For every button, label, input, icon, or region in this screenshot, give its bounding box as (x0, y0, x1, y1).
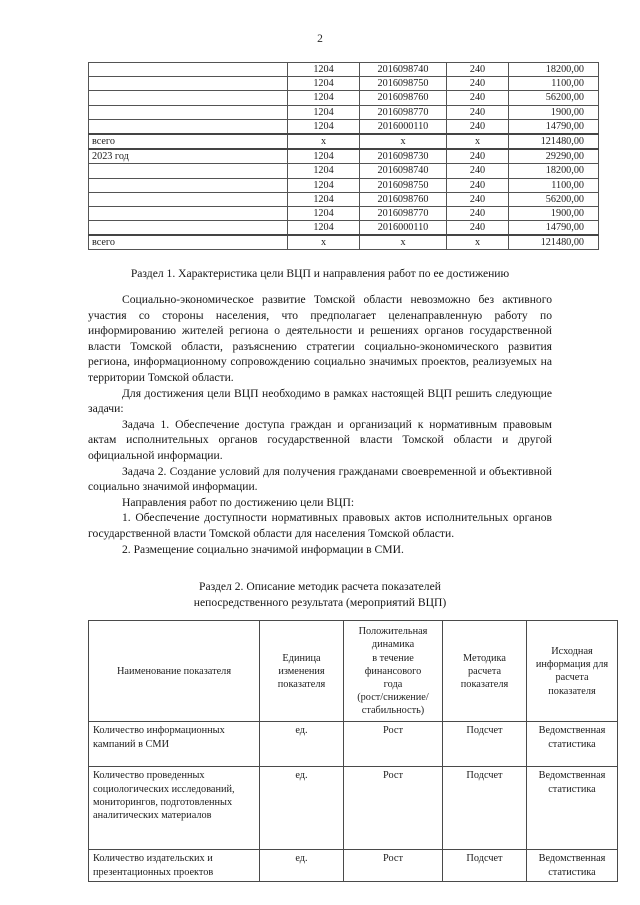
column-header-indicator-name: Наименование показателя (89, 621, 260, 722)
table-row (89, 134, 599, 149)
budget-cell-code2: х (360, 235, 447, 250)
section-1-task-2: Задача 2. Создание условий для получения гражданами своевременной и объективной социально значимой информации. (88, 464, 552, 494)
budget-cell-code3: 240 (447, 91, 509, 105)
spacer (88, 250, 552, 266)
budget-cell-code1: 1204 (288, 192, 360, 206)
table-row (89, 850, 618, 881)
dynamics-header-line-7: стабильность) (361, 705, 425, 717)
budget-cell-code2: 2016000110 (360, 119, 447, 134)
indicator-cell-method: Подсчет (443, 722, 527, 767)
table-header-row (89, 621, 618, 722)
table-row (89, 192, 599, 206)
section-1-direction-1: 1. Обеспечение доступности нормативных правовых актов исполнительных органов государственной власти Томской области для населения Томской области. (88, 511, 552, 540)
page-number: 2 (317, 33, 323, 45)
indicator-cell-name: Количество проведенных социологических исследований, мониторингов, подготовленных аналитических материалов (89, 767, 260, 850)
column-header-dynamics (344, 621, 443, 722)
budget-cell-code2: х (360, 134, 447, 149)
column-header-source: Исходная информация для расчета показателя (527, 621, 618, 722)
column-header-unit: Единица изменения показателя (260, 621, 344, 722)
budget-cell-code1: 1204 (288, 119, 360, 134)
indicator-cell-source: Ведомственная статистика (527, 850, 618, 881)
budget-cell-code3: 240 (447, 77, 509, 91)
budget-cell-code1: 1204 (288, 178, 360, 192)
budget-cell-code3: 240 (447, 221, 509, 236)
budget-cell-amount: 18200,00 (509, 164, 599, 178)
section-1-direction-2: 2. Размещение социально значимой информации в СМИ. (122, 542, 404, 556)
indicator-cell-dynamics: Рост (344, 722, 443, 767)
budget-cell-name: 2023 год (89, 149, 288, 164)
indicator-cell-dynamics: Рост (344, 850, 443, 881)
budget-cell-code3: 240 (447, 164, 509, 178)
table-row (89, 63, 599, 77)
table-row (89, 206, 599, 220)
section-1-task-1: Задача 1. Обеспечение доступа граждан и организаций к нормативным правовым актам исполнительных органов государственной власти Томской области и другой официальной информации. (88, 417, 552, 462)
budget-cell-name (89, 91, 288, 105)
budget-cell-name (89, 178, 288, 192)
budget-cell-name (89, 192, 288, 206)
budget-cell-amount: 14790,00 (509, 221, 599, 236)
table-row (89, 119, 599, 134)
budget-table-body (89, 63, 599, 250)
budget-cell-amount: 18200,00 (509, 63, 599, 77)
budget-cell-name (89, 105, 288, 119)
indicator-cell-source: Ведомственная статистика (527, 722, 618, 767)
section-1-paragraph-2: Для достижения цели ВЦП необходимо в рамках настоящей ВЦП решить следующие задачи: (88, 386, 552, 416)
budget-cell-code1: 1204 (288, 105, 360, 119)
section-1-heading: Раздел 1. Характеристика цели ВЦП и направления работ по ее достижению (130, 267, 510, 281)
table-row (89, 77, 599, 91)
budget-cell-code3: 240 (447, 178, 509, 192)
budget-cell-code2: 2016098760 (360, 91, 447, 105)
budget-cell-code2: 2016098770 (360, 206, 447, 220)
dynamics-header-line-2: динамика (371, 639, 415, 651)
table-row (89, 178, 599, 192)
budget-cell-amount: 1100,00 (509, 77, 599, 91)
budget-cell-amount: 121480,00 (509, 134, 599, 149)
table-row (89, 722, 618, 767)
column-header-method: Методика расчета показателя (443, 621, 527, 722)
budget-cell-code1: 1204 (288, 91, 360, 105)
budget-cell-code1: 1204 (288, 63, 360, 77)
spacer (88, 557, 552, 579)
table-row (89, 235, 599, 250)
indicator-cell-dynamics: Рост (344, 767, 443, 850)
indicator-cell-name: Количество информационных кампаний в СМИ (89, 722, 260, 767)
dynamics-header-line-5: года (383, 678, 403, 690)
budget-cell-amount: 14790,00 (509, 119, 599, 134)
budget-cell-amount: 1900,00 (509, 105, 599, 119)
budget-cell-code1: 1204 (288, 149, 360, 164)
budget-cell-amount: 56200,00 (509, 192, 599, 206)
spacer (88, 282, 552, 292)
budget-cell-code3: х (447, 134, 509, 149)
budget-cell-code2: 2016000110 (360, 221, 447, 236)
budget-cell-name (89, 206, 288, 220)
budget-cell-code3: х (447, 235, 509, 250)
indicators-table-head (89, 621, 618, 722)
budget-cell-name (89, 63, 288, 77)
section-1-directions-intro: Направления работ по достижению цели ВЦП: (122, 495, 355, 509)
indicator-cell-source: Ведомственная статистика (527, 767, 618, 850)
dynamics-header-line-3: в течение (372, 652, 414, 664)
table-row (89, 149, 599, 164)
table-row (89, 767, 618, 850)
budget-cell-code1: 1204 (288, 206, 360, 220)
budget-cell-name: всего (89, 134, 288, 149)
page-content (88, 62, 609, 882)
indicator-cell-name: Количество издательских и презентационных проектов (89, 850, 260, 881)
budget-cell-code3: 240 (447, 105, 509, 119)
section-2-heading-line-1: Раздел 2. Описание методик расчета показателей (199, 580, 441, 594)
table-row (89, 164, 599, 178)
budget-cell-code3: 240 (447, 192, 509, 206)
budget-cell-code1: х (288, 235, 360, 250)
section-2-heading-line-2: непосредственного результата (мероприятий ВЦП) (193, 595, 447, 609)
table-row (89, 221, 599, 236)
budget-cell-amount: 121480,00 (509, 235, 599, 250)
budget-cell-code2: 2016098740 (360, 63, 447, 77)
budget-cell-name (89, 119, 288, 134)
dynamics-header-line-1: Положительная (358, 626, 428, 638)
budget-cell-code2: 2016098760 (360, 192, 447, 206)
budget-cell-code2: 2016098750 (360, 77, 447, 91)
budget-cell-code2: 2016098750 (360, 178, 447, 192)
budget-allocation-table (88, 62, 599, 250)
budget-cell-name (89, 164, 288, 178)
budget-cell-amount: 29290,00 (509, 149, 599, 164)
spacer (88, 610, 552, 620)
budget-cell-code2: 2016098770 (360, 105, 447, 119)
budget-cell-code1: 1204 (288, 77, 360, 91)
indicator-cell-method: Подсчет (443, 767, 527, 850)
budget-cell-code3: 240 (447, 206, 509, 220)
budget-cell-code2: 2016098740 (360, 164, 447, 178)
budget-cell-name (89, 221, 288, 236)
indicator-cell-unit: ед. (260, 722, 344, 767)
table-row (89, 105, 599, 119)
dynamics-header-lines (348, 625, 438, 717)
indicator-cell-unit: ед. (260, 850, 344, 881)
dynamics-header-line-6: (рост/снижение/ (357, 692, 429, 704)
budget-cell-amount: 1900,00 (509, 206, 599, 220)
budget-cell-code1: х (288, 134, 360, 149)
budget-cell-code1: 1204 (288, 164, 360, 178)
budget-cell-name (89, 77, 288, 91)
indicators-table-body (89, 722, 618, 881)
budget-cell-code1: 1204 (288, 221, 360, 236)
table-row (89, 91, 599, 105)
dynamics-header-line-4: финансового (364, 665, 422, 677)
budget-cell-code3: 240 (447, 119, 509, 134)
budget-cell-code3: 240 (447, 149, 509, 164)
budget-cell-amount: 56200,00 (509, 91, 599, 105)
budget-cell-code3: 240 (447, 63, 509, 77)
budget-cell-amount: 1100,00 (509, 178, 599, 192)
section-1-paragraph-1: Социально-экономическое развитие Томской области невозможно без активного участия со стороны населения, что предполагает целенаправленную работу по информированию жителей региона о деятельности и решениях органов государственной власти Томской области, разъяснению стратегии социально-экономического развития региона, информационному сопровождению социально значимых проектов, реализуемых на территории Томской области. (88, 293, 552, 384)
indicator-cell-unit: ед. (260, 767, 344, 850)
indicator-cell-method: Подсчет (443, 850, 527, 881)
indicators-methodology-table (88, 620, 618, 881)
budget-cell-code2: 2016098730 (360, 149, 447, 164)
budget-cell-name: всего (89, 235, 288, 250)
